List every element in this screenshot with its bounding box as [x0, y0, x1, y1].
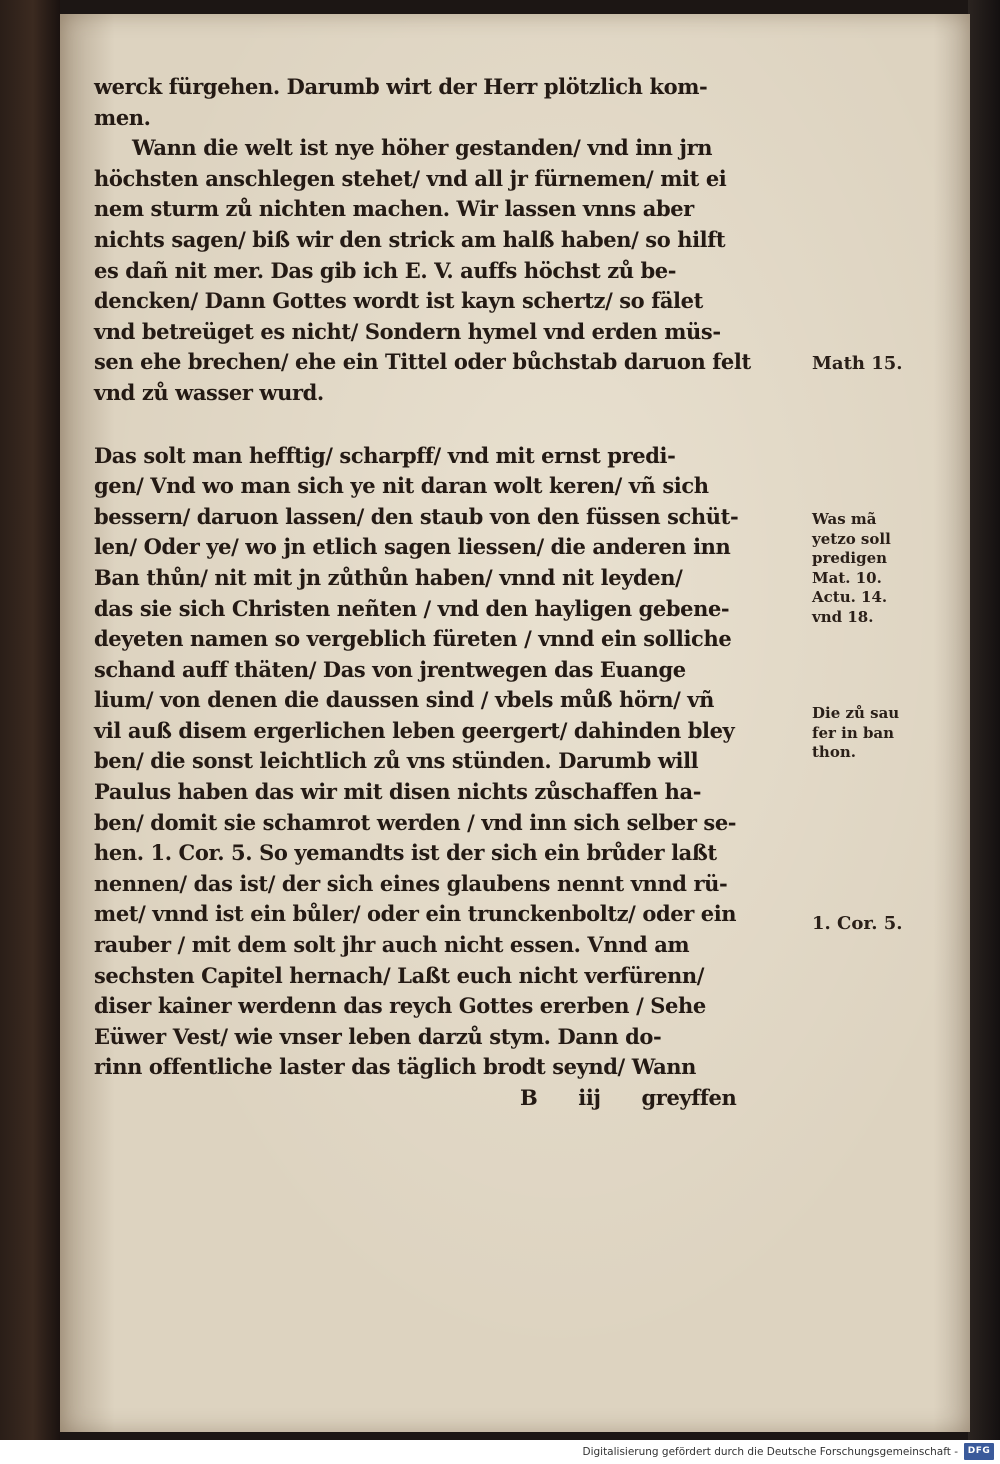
text-line: gen/ Vnd wo man sich ye nit daran wolt keren/ vñ sich	[94, 473, 709, 499]
text-line: hen. 1. Cor. 5. So yemandts ist der sich ein brůder laßt	[94, 840, 717, 866]
funding-credit: Digitalisierung gefördert durch die Deutsche Forschungsgemeinschaft -	[582, 1446, 958, 1458]
marginal-note-cor: 1. Cor. 5.	[812, 913, 903, 934]
marginal-line: predigen	[812, 549, 888, 567]
text-line: men.	[94, 104, 151, 130]
text-line: deyeten namen so vergeblich füreten / vnnd ein solliche	[94, 626, 732, 652]
text-line: vnd betreüget es nicht/ Sondern hymel vnd erden müs-	[94, 318, 721, 344]
marginal-line: Was mã	[812, 510, 877, 528]
text-line: rinn offentliche laster das täglich brodt seynd/ Wann	[94, 1054, 697, 1080]
paragraph-gap	[94, 409, 814, 441]
text-line: ben/ domit sie schamrot werden / vnd inn sich selber se-	[94, 809, 737, 835]
text-line: bessern/ daruon lassen/ den staub von den füssen schüt-	[94, 503, 739, 529]
text-line: höchsten anschlegen stehet/ vnd all jr fürnemen/ mit ei	[94, 165, 727, 191]
text-line: nem sturm zů nichten machen. Wir lassen vnns aber	[94, 196, 694, 222]
body-text	[94, 72, 814, 1114]
text-line: werck fürgehen. Darumb wirt der Herr plötzlich kom-	[94, 74, 708, 99]
text-line: Das solt man hefftig/ scharpff/ vnd mit ernst predi-	[94, 442, 676, 468]
text-line: dencken/ Dann Gottes wordt ist kayn schertz/ so fälet	[94, 288, 703, 314]
text-line: len/ Oder ye/ wo jn etlich sagen liessen/ die anderen inn	[94, 534, 731, 560]
marginal-line: thon.	[812, 743, 856, 761]
marginal-note-ban	[812, 704, 899, 763]
book-fore-edge	[968, 0, 1000, 1440]
marginal-line: fer in ban	[812, 723, 895, 742]
text-line: sechsten Capitel hernach/ Laßt euch nicht verfürenn/	[94, 962, 705, 988]
marginal-line: yetzo soll	[812, 529, 891, 548]
text-line: nennen/ das ist/ der sich eines glaubens nennt vnnd rü-	[94, 870, 728, 896]
book-binding-edge	[0, 0, 60, 1440]
book-page	[60, 14, 970, 1432]
text-line: diser kainer werdenn das reych Gottes ererben / Sehe	[94, 993, 706, 1019]
dfg-logo[interactable]: DFG	[964, 1443, 994, 1460]
text-line: vil auß disem ergerlichen leben geergert/ dahinden bley	[94, 717, 735, 743]
marginal-line: vnd 18.	[812, 607, 874, 626]
text-line: nichts sagen/ biß wir den strick am halß haben/ so hilft	[94, 226, 726, 252]
marginal-line: Actu. 14.	[812, 588, 888, 606]
text-line: Wann die welt ist nye höher gestanden/ vnd inn jrn	[132, 135, 713, 161]
marginal-note-was-predigen	[812, 510, 891, 627]
text-line: es dañ nit mer. Das gib ich E. V. auffs höchst zů be-	[94, 257, 677, 283]
text-line: Eüwer Vest/ wie vnser leben darzů stym. Dann do-	[94, 1023, 662, 1049]
text-line: Ban thůn/ nit mit jn zůthůn haben/ vnnd nit leyden/	[94, 564, 683, 590]
text-line: ben/ die sonst leichtlich zů vns stünden. Darumb will	[94, 748, 699, 774]
text-line: schand auff thäten/ Das von jrentwegen das Euange	[94, 656, 686, 682]
text-line: lium/ von denen die daussen sind / vbels můß hörn/ vñ	[94, 687, 714, 713]
marginal-line: Die zů sau	[812, 704, 900, 722]
text-line: vnd zů wasser wurd.	[94, 379, 324, 405]
text-line: sen ehe brechen/ ehe ein Tittel oder bůchstab daruon felt	[94, 349, 751, 375]
marginal-line: Mat. 10.	[812, 568, 882, 587]
text-line: das sie sich Christen neñten / vnd den hayligen gebene-	[94, 595, 730, 621]
marginal-note-mat15: Math 15.	[812, 353, 903, 374]
catchline-signature: B iij greyffen	[520, 1085, 737, 1110]
text-line: Paulus haben das wir mit disen nichts zůschaffen ha-	[94, 779, 702, 805]
text-line: met/ vnnd ist ein bůler/ oder ein trunckenboltz/ oder ein	[94, 901, 737, 927]
footer-bar	[0, 1440, 1000, 1464]
text-line: rauber / mit dem solt jhr auch nicht essen. Vnnd am	[94, 932, 690, 958]
